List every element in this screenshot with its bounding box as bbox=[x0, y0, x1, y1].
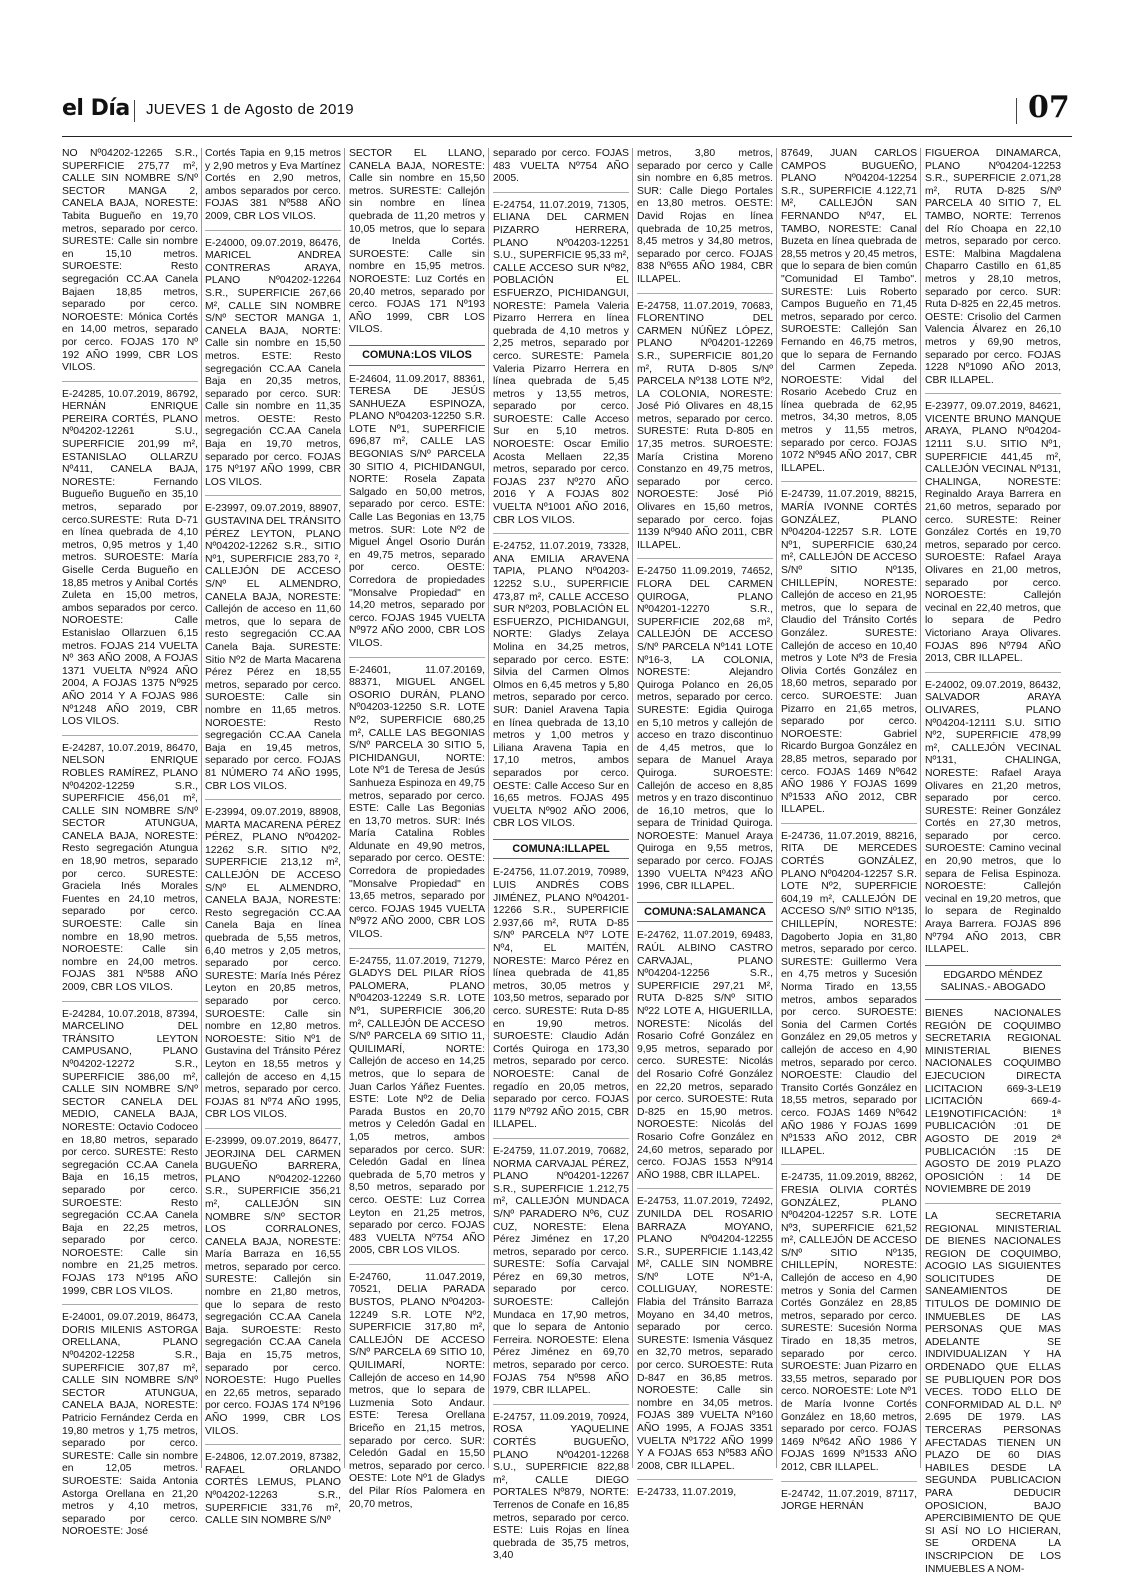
text-column bbox=[205, 148, 341, 1527]
notice-entry: E-24604, 11.09.2017, 88361, TERESA DE JESÚS SANHUEZA ESPINOZA, PLANO Nº04203-12250 S.R. LOTE Nº1, SUPERFICIE 696,87 m², CALLE LAS BEGONIAS S/Nº PARCELA 30 SITIO 4, PICHIDANGUI, NORTE: Rosela Zapata Salgado en 50,00 metros, separado por cerco. ESTE: Calle Las Begonias en 13,75 metros. SUR: Lote Nº2 de Miguel Ángel Osorio Durán en 49,75 metros, separado por cerco. OESTE: Corredora de propiedades "Monsalve Propiedad" en 14,20 metros, separado por cerco. FOJAS 1945 VUELTA Nº972 AÑO 2000, CBR LOS VILOS. bbox=[349, 373, 485, 649]
page-number: 07 bbox=[1028, 90, 1070, 125]
header-divider-right bbox=[1016, 98, 1017, 124]
section-heading: COMUNA:SALAMANCA bbox=[637, 902, 773, 923]
entry-divider bbox=[349, 948, 485, 949]
entry-divider bbox=[781, 823, 917, 824]
notice-entry: E-24756, 11.07.2019, 70989, LUIS ANDRÉS COBS JIMÉNEZ, PLANO Nº04201-12266 S.R., SUPERFICIE 2.937,66 m², RUTA D-85 S/Nº PARCELA Nº7 LOTE Nº4, EL MAITÉN, NORESTE: Marco Pérez en línea quebrada de 41,85 metros, 30,05 metros y 103,50 metros, separado por cerco. SURESTE: Ruta D-85 en 19,90 metros. SUROESTE: Claudio Adán Cortés Quiroga en 173,30 metros, separado por cerco. NOROESTE: Canal de regadío en 20,05 metros, separado por cerco. FOJAS 1179 Nº792 AÑO 2015, CBR ILLAPEL. bbox=[493, 867, 629, 1131]
entry-divider bbox=[349, 1264, 485, 1265]
text-column bbox=[493, 148, 629, 1562]
notice-entry: E-24758, 11.07.2019, 70683, FLORENTINO DEL CARMEN NÚÑEZ LÓPEZ, PLANO Nº04201-12269 S.R., SUPERFICIE 801,20 m², RUTA D-805 S/Nº PARCELA Nº138 LOTE Nº2, LA COLONIA, NORESTE: José Pió Olivares en 48,15 metros, separado por cerco. SURESTE: Ruta D-805 en 17,35 metros. SUROESTE: María Cristina Moreno Constanzo en 49,75 metros, separado por cerco. NOROESTE: José Pió Olivares en 15,60 metros, separado por cerco. fojas 1139 Nº940 AÑO 2011, CBR ILLAPEL. bbox=[637, 300, 773, 551]
text-column bbox=[925, 148, 1061, 1575]
notice-entry: E-24753, 11.07.2019, 72492, ZUNILDA DEL ROSARIO BARRAZA MOYANO, PLANO Nº04204-12255 S.R., SUPERFICIE 1.143,42 M², CALLE SIN NOMBRE S/Nº LOTE Nº1-A, COLLIGUAY, NORESTE: Flabia del Tránsito Barraza Moyano en 34,40 metros, separado por cerco. SURESTE: Ismenia Vásquez en 32,70 metros, separado por cerco. SUROESTE: Ruta D-847 en 36,85 metros. NOROESTE: Calle sin nombre en 34,05 metros. FOJAS 389 VUELTA Nº160 AÑO 1995, A FOJAS 3351 VUELTA Nº1722 AÑO 1999 Y A FOJAS 653 Nº583 AÑO 2008, CBR ILLAPEL. bbox=[637, 1196, 773, 1472]
entry-divider bbox=[62, 735, 198, 736]
notice-entry: E-24806, 12.07.2019, 87382, RAFAEL ORLANDO CORTÉS LEMUS, PLANO Nº04202-12263 S.R., SUPERFICIE 331,76 m², CALLE SIN NOMBRE S/Nº bbox=[205, 1452, 341, 1527]
notice-entry: E-24000, 09.07.2019, 86476, MARICEL ANDREA CONTRERAS ARAYA, PLANO Nº04202-12264 S.R., SUPERFICIE 267,66 M², CALLE SIN NOMBRE S/Nº SECTOR MANGA 1, CANELA BAJA, NORTE: Calle sin nombre en 15,50 metros. ESTE: Resto segregación CC.AA Canela Baja en 20,35 metros, separado por cerco. SUR: Calle sin nombre en 11,35 metros. OESTE: Resto segregación CC.AA Canela Baja en 19,70 metros, separado por cerco. FOJAS 175 Nº197 AÑO 1999, CBR LOS VILOS. bbox=[205, 237, 341, 488]
signature-block: EDGARDO MÉNDEZ SALINAS.- ABOGADO bbox=[925, 965, 1061, 1000]
notice-entry: E-24760, 11.047.2019, 70521, DELIA PARADA BUSTOS, PLANO Nº04203-12249 S.R. LOTE Nº2, SUPERFICIE 317,80 m², CALLEJÓN DE ACCESO S/Nº PARCELA 69 SITIO 10, QUILIMARÍ, NORTE: Callejón de acceso en 14,90 metros, que lo separa de Luzmenia Soto Andaur. ESTE: Teresa Orellana Briceño en 21,15 metros, separado por cerco. SUR: Celedón Gadal en 15,50 metros, separado por cerco. OESTE: Lote Nº1 de Gladys del Pilar Ríos Palomera en 20,70 metros, bbox=[349, 1271, 485, 1510]
entry-divider bbox=[493, 1138, 629, 1139]
entry-divider bbox=[925, 1203, 1061, 1204]
notice-entry: E-24287, 10.07.2019, 86470, NELSON ENRIQUE ROBLES RAMÍREZ, PLANO Nº04202-12259 S.R., SUPERFICIE 456,01 m², CALLE SIN NOMBRE S/Nº SECTOR ATUNGUA, CANELA BAJA, NORESTE: Resto segregación Atunguа en 18,90 metros, separado por cerco. SURESTE: Graciela Inés Morales Fuentes en 24,10 metros, separado por cerco. SUROESTE: Calle sin nombre en 18,90 metros. NOROESTE: Calle sin nombre en 24,00 metros. FOJAS 381 Nº588 AÑO 2009, CBR LOS VILOS. bbox=[62, 742, 198, 993]
entry-divider bbox=[781, 1164, 917, 1165]
entry-divider bbox=[205, 495, 341, 496]
entry-divider bbox=[781, 1481, 917, 1482]
header-rule bbox=[62, 136, 1072, 137]
entry-divider bbox=[205, 1444, 341, 1445]
entry-divider bbox=[637, 1188, 773, 1189]
notice-entry: E-24601, 11.07.20169, 88371, MIGUEL ANGEL OSORIO DURÁN, PLANO Nº04203-12250 S.R. LOTE Nº2, SUPERFICIE 680,25 m², CALLE LAS BEGONIAS S/Nº PARCELA 30 SITIO 5, PICHIDANGUI, NORTE: Lote Nº1 de Teresa de Jesús Sanhueza Espinoza en 49,75 metros, separado por cerco. ESTE: Calle Las Begonias en 13,70 metros. SUR: Inés María Catalina Robles Aldunate en 49,90 metros, separado por cerco. OESTE: Corredora de propiedades "Monsalve Propiedad" en 13,65 metros, separado por cerco. FOJAS 1945 VUELTA Nº972 AÑO 2000, CBR LOS VILOS. bbox=[349, 664, 485, 941]
notice-entry: E-23999, 09.07.2019, 86477, JEORJINA DEL CARMEN BUGUEÑO BARRERA, PLANO Nº04202-12260 S.R., SUPERFICIE 356,21 m², CALLEJÓN SIN NOMBRE S/Nº SECTOR LOS CORRALONES, CANELA BAJA, NORESTE: María Barraza en 16,55 metros, separado por cerco. SURESTE: Callejón sin nombre en 21,80 metros, que lo separa de resto segregación CC.AA Canela Baja. SUROESTE: Resto segregación CC.AA Canela Baja en 15,75 metros, separado por cerco. NOROESTE: Hugo Puelles en 22,65 metros, separado por cerco. FOJAS 174 Nº196 AÑO 1999, CBR LOS VILOS. bbox=[205, 1135, 341, 1437]
entry-divider bbox=[205, 799, 341, 800]
notice-entry: E-24733, 11.07.2019, bbox=[637, 1487, 737, 1499]
notice-entry: E-24739, 11.07.2019, 88215, MARÍA IVONNE CORTÉS GONZÁLEZ, PLANO Nº04204-12257 S.R. LOTE Nº1, SUPERFICIE 630,24 m², CALLEJÓN DE ACCESO S/Nº SITIO Nº135, CHILLEPÍN, NORESTE: Callejón de acceso en 21,95 metros, que lo separa de Claudio del Tránsito Cortés González. SURESTE: Callejón de acceso en 10,40 metros y Lote Nº3 de Fresia Olivia Cortés González en 18,60 metros, separado por cerco. SUROESTE: Juan Pizarro en 21,65 metros, separado por cerco. NOROESTE: Gabriel Ricardo Burgoa González en 28,85 metros, separado por cerco. FOJAS 1469 Nº642 AÑO 1986 Y FOJAS 1699 Nº1533 AÑO 2012, CBR ILLAPEL. bbox=[781, 489, 917, 816]
notice-entry: E-24752, 11.07.2019, 73328, ANA EMILIA ARAVENA TAPIA, PLANO Nº04203-12252 S.U., SUPERFICIE 473,87 m², CALLE ACCESO SUR Nº203, POBLACIÓN EL ESFUERZO, PICHIDANGUI, NORTE: Gladys Zelaya Molina en 34,25 metros, separado por cerco. ESTE: Silvia del Carmen Olmos Olmos en 6,45 metros y 5,80 metros, separado por cerco. SUR: Daniel Aravena Tapia en línea quebrada de 13,10 metros y 1,00 metros y Liliana Aravena Tapia en 17,10 metros, ambos separados por cerco. OESTE: Calle Acceso Sur en 16,65 metros. FOJAS 495 VUELTA Nº902 AÑO 2006, CBR LOS VILOS. bbox=[493, 541, 629, 830]
text-column bbox=[62, 148, 198, 1538]
notice-entry: E-23977, 09.07.2019, 84621, VICENTE BRUNO MANQUE ARAYA, PLANO Nº04204-12111 S.U. SITIO Nº1, SUPERFICIE 441,45 m², CALLEJÓN VECINAL Nº131, CHALINGA, NORESTE: Reginaldo Araya Barrera en 21,60 metros, separado por cerco. SURESTE: Reiner González Cortés en 19,70 metros, separado por cerco. SUROESTE: Rafael Araya Olivares en 21,00 metros, separado por cerco. NOROESTE: Callejón vecinal en 22,40 metros, que lo separa de Pedro Victoriano Araya Olivares. FOJAS 896 Nº794 AÑO 2013, CBR ILLAPEL. bbox=[925, 401, 1061, 665]
notice-entry: E-24754, 11.07.2019, 71305, ELIANA DEL CARMEN PIZARRO HERRERA, PLANO Nº04203-12251 S.U., SUPERFICIE 95,33 m², CALLE ACCESO SUR Nº82, POBLACIÓN EL ESFUERZO, PICHIDANGUI, NORESTE: Pamela Valeria Pizarro Herrera en línea quebrada de 4,10 metros y 2,25 metros, separado por cerco. SURESTE: Pamela Valeria Pizarro Herrera en línea quebrada de 5,45 metros y 13,55 metros, separado por cerco. SUROESTE: Calle Acceso Sur en 5,10 metros. NOROESTE: Oscar Emilio Acosta Mellaen 22,35 metros, separado por cerco. FOJAS 237 Nº270 AÑO 2016 Y A FOJAS 802 VUELTA Nº1001 AÑO 2016, CBR LOS VILOS. bbox=[493, 199, 629, 526]
notice-entry: E-24735, 11.09.2019, 88262, FRESIA OLIVIA CORTÉS GONZÁLEZ, PLANO Nº04204-12257 S.R. LOTE Nº3, SUPERFICIE 621,52 m², CALLEJÓN DE ACCESO S/Nº SITIO Nº135, CHILLEPÍN, NORESTE: Callejón de acceso en 4,90 metros y Sonia del Carmen Cortés González en 28,85 metros, separado por cerco. SURESTE: Sucesión Norma Tirado en 18,35 metros, separado por cerco. SUROESTE: Juan Pizarro en 33,55 metros, separado por cerco. NOROESTE: Lote Nº1 de María Ivonne Cortés González en 18,60 metros, separado por cerco. FOJAS 1469 Nº642 AÑO 1986 Y FOJAS 1699 Nº1533 AÑO 2012, CBR ILLAPEL. bbox=[781, 1172, 917, 1473]
column-divider bbox=[920, 148, 921, 1468]
notice-entry: E-24759, 11.07.2019, 70682, NORMA CARVAJAL PÉREZ, PLANO Nº04201-12267 S.R., SUPERFICIE 1.212,75 m², CALLEJÓN MUNDACA S/Nº PARADERO Nº6, CUZ CUZ, NORESTE: Elena Pérez Jiménez en 17,20 metros, separado por cerco. SURESTE: Sofía Carvajal Pérez en 69,30 metros, separado por cerco. SUROESTE: Callejón Mundaca en 17,90 metros, que lo separa de Antonio Ferreira. NOROESTE: Elena Pérez Jiménez en 69,70 metros, separado por cerco. FOJAS 754 Nº598 AÑO 1979, CBR ILLAPEL. bbox=[493, 1145, 629, 1397]
notice-entry: E-24750 11.09.2019, 74652, FLORA DEL CARMEN QUIROGA, PLANO Nº04201-12270 S.R., SUPERFICIE 202,68 m², CALLEJÓN DE ACCESO S/Nº PARCELA Nº141 LOTE Nº16-3, LA COLONIA, NORESTE: Alejandro Quiroga Polanco en 26,05 metros, separado por cerco. SURESTE: Egidia Quiroga en 5,10 metros y callejón de acceso en trazo discontinuo de 4,45 metros, que lo separa de Manuel Araya Quiroga. SUROESTE: Callejón de acceso en 8,85 metros y en trazo discontinuo de 16,10 metros, que lo separa de Trinidad Quiroga. NOROESTE: Manuel Araya Quiroga en 9,55 metros, separado por cerco. FOJAS 1390 VUELTA Nº423 AÑO 1996, CBR ILLAPEL. bbox=[637, 566, 773, 893]
notice-entry: E-24762, 11.07.2019, 69483, RAÚL ALBINO CASTRO CARVAJAL, PLANO Nº04204-12256 S.R., SUPERFICIE 297,21 M², RUTA D-825 S/Nº SITIO Nº22 LOTE A, HIGUERILLA, NORESTE: Nicolás del Rosario Cofré González en 9,95 metros, separado por cerco. SURESTE: Nicolás del Rosario Cofré González en 22,20 metros, separado por cerco. SUROESTE: Ruta D-825 en 15,90 metros. NOROESTE: Nicolás del Rosario Cofre González en 24,60 metros, separado por cerco. FOJAS 1553 Nº914 AÑO 1988, CBR ILLAPEL. bbox=[637, 930, 773, 1181]
page-header bbox=[62, 92, 1072, 132]
notice-entry: E-24755, 11.07.2019, 71279, GLADYS DEL PILAR RÍOS PALOMERA, PLANO Nº04203-12249 S.R. LOTE Nº1, SUPERFICIE 306,20 m², CALLEJÓN DE ACCESO S/Nº PARCELA 69 SITIO 11, QUILIMARÍ, NORTE: Callejón de acceso en 14,25 metros, que lo separa de Juan Carlos Yáñez Fuentes. ESTE: Lote Nº2 de Delia Parada Bustos en 20,70 metros y Celedón Gadal en 1,05 metros, ambos separados por cerco. SUR: Celedón Gadal en línea quebrada de 5,70 metros y 8,50 metros, separado por cerco. OESTE: Luz Correa Leyton en 21,25 metros, separado por cerco. FOJAS 483 VUELTA Nº754 AÑO 2005, CBR LOS VILOS. bbox=[349, 955, 485, 1257]
entry-divider bbox=[637, 558, 773, 559]
notice-entry: metros, 3,80 metros, separado por cerco y Calle sin nombre en 6,85 metros. SUR: Calle Diego Portales en 13,80 metros. OESTE: David Rojas en línea quebrada de 10,25 metros, 8,45 metros y 34,80 metros, separado por cerco. FOJAS 838 Nº655 AÑO 1984, CBR ILLAPEL. bbox=[637, 148, 773, 285]
notice-entry: E-24284, 10.07.2018, 87394, MARCELINO DEL TRÁNSITO LEYTON CAMPUSANO, PLANO Nº04202-12272 S.R., SUPERFICIE 386,00 m², CALLE SIN NOMBRE S/Nº SECTOR CANELA DEL MEDIO, CANELA BAJA, NORESTE: Octavio Codoceo en 18,80 metros, separado por cerco. SURESTE: Resto segregación CC.AA Canela Baja en 16,15 metros, separado por cerco. SUROESTE: Resto segregación CC.AA Canela Baja en 22,25 metros, separado por cerco. NOROESTE: Calle sin nombre en 21,25 metros. FOJAS 173 Nº195 AÑO 1999, CBR LOS VILOS. bbox=[62, 1008, 198, 1297]
text-column bbox=[637, 148, 773, 1499]
notice-entry: NO Nº04202-12265 S.R., SUPERFICIE 275,77 m², CALLE SIN NOMBRE S/Nº SECTOR MANGA 2, CANELA BAJA, NORESTE: Tabita Bugueño en 19,70 metros, separado por cerco. SURESTE: Calle sin nombre en 15,10 metros. SUROESTE: Resto segregación CC.AA Canela Bajaen 18,85 metros, separado por cerco. NOROESTE: Mónica Cortés en 14,00 metros, separado por cerco. FOJAS 170 Nº 192 AÑO 1999, CBR LOS VILOS. bbox=[62, 148, 198, 374]
notice-entry: E-23997, 09.07.2019, 88907, GUSTAVINA DEL TRÁNSITO PÉREZ LEYTON, PLANO Nº04202-12262 S.R., SITIO Nº1, SUPERFICIE 283,70 ², CALLEJÓN DE ACCESO S/Nº EL ALMENDRO, CANELA BAJA, NORESTE: Callejón de acceso en 11,60 metros, que lo separa de resto segregación CC.AA Canela Baja. SURESTE: Sitio Nº2 de Marta Macarena Pérez Pérez en 18,55 metros, separado por cerco. SUROESTE: Calle sin nombre en 11,65 metros. NOROESTE: Resto segregación CC.AA Canela Baja en 19,45 metros, separado por cerco. FOJAS 81 NÚMERO 74 AÑO 1995, CBR LOS VILOS. bbox=[205, 503, 341, 792]
notice-entry: FIGUEROA DINAMARCA, PLANO Nº04204-12253 S.R., SUPERFICIE 2.071,28 m², RUTA D-825 S/Nº PARCELA 40 SITIO 7, EL TAMBO, NORTE: Terrenos del Río Choapa en 22,10 metros, separado por cerco. ESTE: Malbina Magdalena Chaparro Castillo en 61,85 metros y 28,10 metros, separado por cerco. SUR: Ruta D-825 en 22,45 metros. OESTE: Crisolio del Carmen Valencia Álvarez en 26,10 metros y 69,90 metros, separado por cerco. FOJAS 1228 Nº1090 AÑO 2013, CBR ILLAPEL. bbox=[925, 148, 1061, 386]
column-divider bbox=[201, 148, 202, 1468]
entry-divider bbox=[925, 393, 1061, 394]
entry-divider bbox=[493, 533, 629, 534]
notice-entry: E-24736, 11.07.2019, 88216, RITA DE MERCEDES CORTÉS GONZÁLEZ, PLANO Nº04204-12257 S.R. LOTE Nº2, SUPERFICIE 604,19 m², CALLEJÓN DE ACCESO S/Nº SITIO Nº135, CHILLEPÍN, NORESTE: Dagoberto Jopia en 31,80 metros, separado por cerco. SURESTE: Guillermo Vera en 4,75 metros y Sucesión Norma Tirado en 13,55 metros, ambos separados por cerco. SUROESTE: Sonia del Carmen Cortés González en 29,05 metros y callejón de acceso en 4,90 metros, separado por cerco. NOROESTE: Claudio del Transito Cortés González en 18,55 metros, separado por cerco. FOJAS 1469 Nº642 AÑO 1986 Y FOJAS 1699 Nº1533 AÑO 2012, CBR ILLAPEL. bbox=[781, 830, 917, 1157]
column-divider bbox=[488, 148, 489, 1468]
notice-entry: SECTOR EL LLANO, CANELA BAJA, NORESTE: Calle sin nombre en 15,50 metros. SURESTE: Callejón sin nombre en línea quebrada de 11,20 metros y 10,05 metros, que lo separa de Inelda Cortés. SUROESTE: Calle sin nombre en 15,95 metros. NOROESTE: Luz Cortés en 20,40 metros, separado por cerco. FOJAS 171 Nº193 AÑO 1999, CBR LOS VILOS. bbox=[349, 148, 485, 336]
entry-divider bbox=[62, 1304, 198, 1305]
notice-entry: Cortés Tapia en 9,15 metros y 2,90 metros y Eva Martínez Cortés en 2,90 metros, ambos separados por cerco. FOJAS 381 Nº588 AÑO 2009, CBR LOS VILOS. bbox=[205, 148, 341, 222]
notice-entry: E-23994, 09.07.2019, 88908, MARTA MACARENA PÉREZ PÉREZ, PLANO Nº04202-12262 S.R. SITIO Nº2, SUPERFICIE 213,12 m², CALLEJÓN DE ACCESO S/Nº EL ALMENDRO, CANELA BAJA, NORESTE: Resto segregación CC.AA Canela Baja en línea quebrada de 5,55 metros, 6,40 metros y 2,05 metros, separado por cerco. SURESTE: María Inés Pérez Leyton en 20,85 metros, separado por cerco. SUROESTE: Calle sin nombre en 12,80 metros. NOROESTE: Sitio Nº1 de Gustavina del Tránsito Pérez Leyton en 18,55 metros y callejón de acceso en 4,15 metros, separado por cerco. FOJAS 81 Nº74 AÑO 1995, CBR LOS VILOS. bbox=[205, 807, 341, 1121]
text-column bbox=[781, 148, 917, 1513]
text-column bbox=[349, 148, 485, 1510]
notice-entry: BIENES NACIONALES REGIÓN DE COQUIMBO SECRETARIA REGIONAL MINISTERIAL BIENES NACIONALES COQUIMBO EJECUCION DIRECTA LICITACION 669-3-LE19 LICITACIÓN 669-4-LE19NOTIFICACIÓN: 1ª PUBLICACIÓN :01 DE AGOSTO DE 2019 2ª PUBLICACIÓN :15 DE AGOSTO DE 2019 PLAZO OPOSICIÓN : 14 DE NOVIEMBRE DE 2019 bbox=[925, 1008, 1061, 1196]
entry-divider bbox=[925, 672, 1061, 673]
notice-entry: LA SECRETARIA REGIONAL MINISTERIAL DE BIENES NACIONALES REGION DE COQUIMBO, ACOGIO LAS SIGUIENTES SOLICITUDES DE SANEAMIENTOS DE TITULOS DE DOMINIO DE INMUEBLES DE LAS PERSONAS QUE MAS ADELANTE SE INDIVIDUALIZAN Y HA ORDENADO QUE ELLAS SE PUBLIQUEN POR DOS VECES. TODO ELLO DE CONFORMIDAD AL D.L. Nº 2.695 DE 1979. LAS TERCERAS PERSONAS AFECTADAS TIENEN UN PLAZO DE 60 DIAS HABILES DESDE LA SEGUNDA PUBLICACION PARA DEDUCIR OPOSICION, BAJO APERCIBIMIENTO DE QUE SI ASÍ NO LO HICIERAN, SE ORDENA LA INSCRIPCION DE LOS INMUEBLES A NOM- bbox=[925, 1210, 1061, 1575]
entry-divider bbox=[493, 192, 629, 193]
entry-divider bbox=[205, 1128, 341, 1129]
notice-entry: separado por cerco. FOJAS 483 VUELTA Nº754 AÑO 2005. bbox=[493, 148, 629, 185]
column-divider bbox=[344, 148, 345, 1468]
notice-entry: E-24001, 09.07.2019, 86473, DORIS MILENIS ASTORGA ORELLANA, PLANO Nº04202-12258 S.R., SUPERFICIE 307,87 m², CALLE SIN NOMBRE S/Nº SECTOR ATUNGUA, CANELA BAJA, NORESTE: Patricio Fernández Cerda en 19,80 metros y 1,75 metros, separado por cerco. SURESTE: Calle sin nombre en 12,05 metros. SUROESTE: Saida Antonia Astorga Orellana en 21,20 metros y 4,10 metros, separado por cerco. NOROESTE: José bbox=[62, 1312, 198, 1538]
notice-entry: E-24002, 09.07.2019, 86432, SALVADOR ARAYA OLIVARES, PLANO Nº04204-12111 S.U. SITIO Nº2, SUPERFICIE 478,99 m², CALLEJÓN VECINAL Nº131, CHALINGA, NORESTE: Rafael Araya Olivares en 21,20 metros, separado por cerco. SURESTE: Reiner González Cortés en 27,30 metros, separado por cerco. SUROESTE: Camino vecinal en 20,90 metros, que lo separa de Felisa Espinoza. NOROESTE: Callejón vecinal en 19,20 metros, que lo separa de Reginaldo Araya Barrera. FOJAS 896 Nº794 AÑO 2013, CBR ILLAPEL. bbox=[925, 679, 1061, 956]
section-heading: COMUNA:ILLAPEL bbox=[493, 839, 629, 860]
newspaper-logo: el Día bbox=[62, 96, 130, 121]
column-divider bbox=[776, 148, 777, 1468]
entry-divider bbox=[493, 1404, 629, 1405]
notice-entry: E-24285, 10.07.2019, 86792, HERNÁN ENRIQUE PEREIRA CORTÉS, PLANO Nº04202-12261 S.U., SUPERFICIE 201,99 m², ESTANISLAO OLLARZU Nº411, CANELA BAJA, NORESTE: Fernando Bugueño Bugueño en 35,10 metros, separado por cerco.SURESTE: Ruta D-71 en línea quebrada de 4,10 metros, 0,95 metros y 1,40 metros. SUROESTE: María Giselle Cerda Bugueño en 18,85 metros y Anibal Cortés Zuleta en 15,00 metros, ambos separados por cerco. NOROESTE: Calle Estanislao Ollarzuen 6,15 metros. FOJAS 214 VUELTA Nº 363 AÑO 2008, A FOJAS 1371 VUELTA Nº924 AÑO 2004, A FOJAS 1375 Nº925 AÑO 2014 Y A FOJAS 986 Nº1248 AÑO 2019, CBR LOS VILOS. bbox=[62, 388, 198, 728]
column-divider bbox=[632, 148, 633, 1468]
entry-divider bbox=[62, 1001, 198, 1002]
issue-date: JUEVES 1 de Agosto de 2019 bbox=[146, 101, 354, 118]
header-divider bbox=[134, 100, 135, 122]
notice-entry: E-24757, 11.09.2019, 70924, ROSA YAQUELINE CORTÉS BUGUEÑO, PLANO Nº04201-12268 S.U., SUPERFICIE 822,88 m², CALLE DIEGO PORTALES Nº879, NORTE: Terrenos de Conafe en 16,85 metros, separado por cerco. ESTE: Luis Rojas en línea quebrada de 35,75 metros, 3,40 bbox=[493, 1411, 629, 1562]
entry-divider bbox=[62, 381, 198, 382]
section-heading: COMUNA:LOS VILOS bbox=[349, 345, 485, 366]
notice-entry: E-24742, 11.07.2019, 87117, JORGE HERNÁN bbox=[781, 1488, 917, 1513]
entry-divider bbox=[637, 293, 773, 294]
entry-divider bbox=[781, 481, 917, 482]
notice-entry: 87649, JUAN CARLOS CAMPOS BUGUEÑO, PLANO Nº04204-12254 S.R., SUPERFICIE 4.122,71 M², CALLEJÓN SAN FERNANDO Nº47, EL TAMBO, NORESTE: Canal Buzeta en línea quebrada de 28,55 metros y 20,45 metros, que lo separa de bien común "Comunidad El Tambo". SURESTE: Luis Roberto Campos Bugueño en 71,45 metros, separado por cerco. SUROESTE: Callejón San Fernando en 46,75 metros, que lo separa de Fernando del Carmen Zepeda. NOROESTE: Vidal del Rosario Acebedo Cruz en línea quebrada de 62,95 metros, 34,30 metros, 8,05 metros y 11,55 metros, separado por cerco. FOJAS 1072 Nº945 AÑO 2017, CBR ILLAPEL. bbox=[781, 148, 917, 474]
entry-divider bbox=[349, 657, 485, 658]
entry-divider bbox=[205, 230, 341, 231]
entry-divider bbox=[637, 1479, 773, 1480]
